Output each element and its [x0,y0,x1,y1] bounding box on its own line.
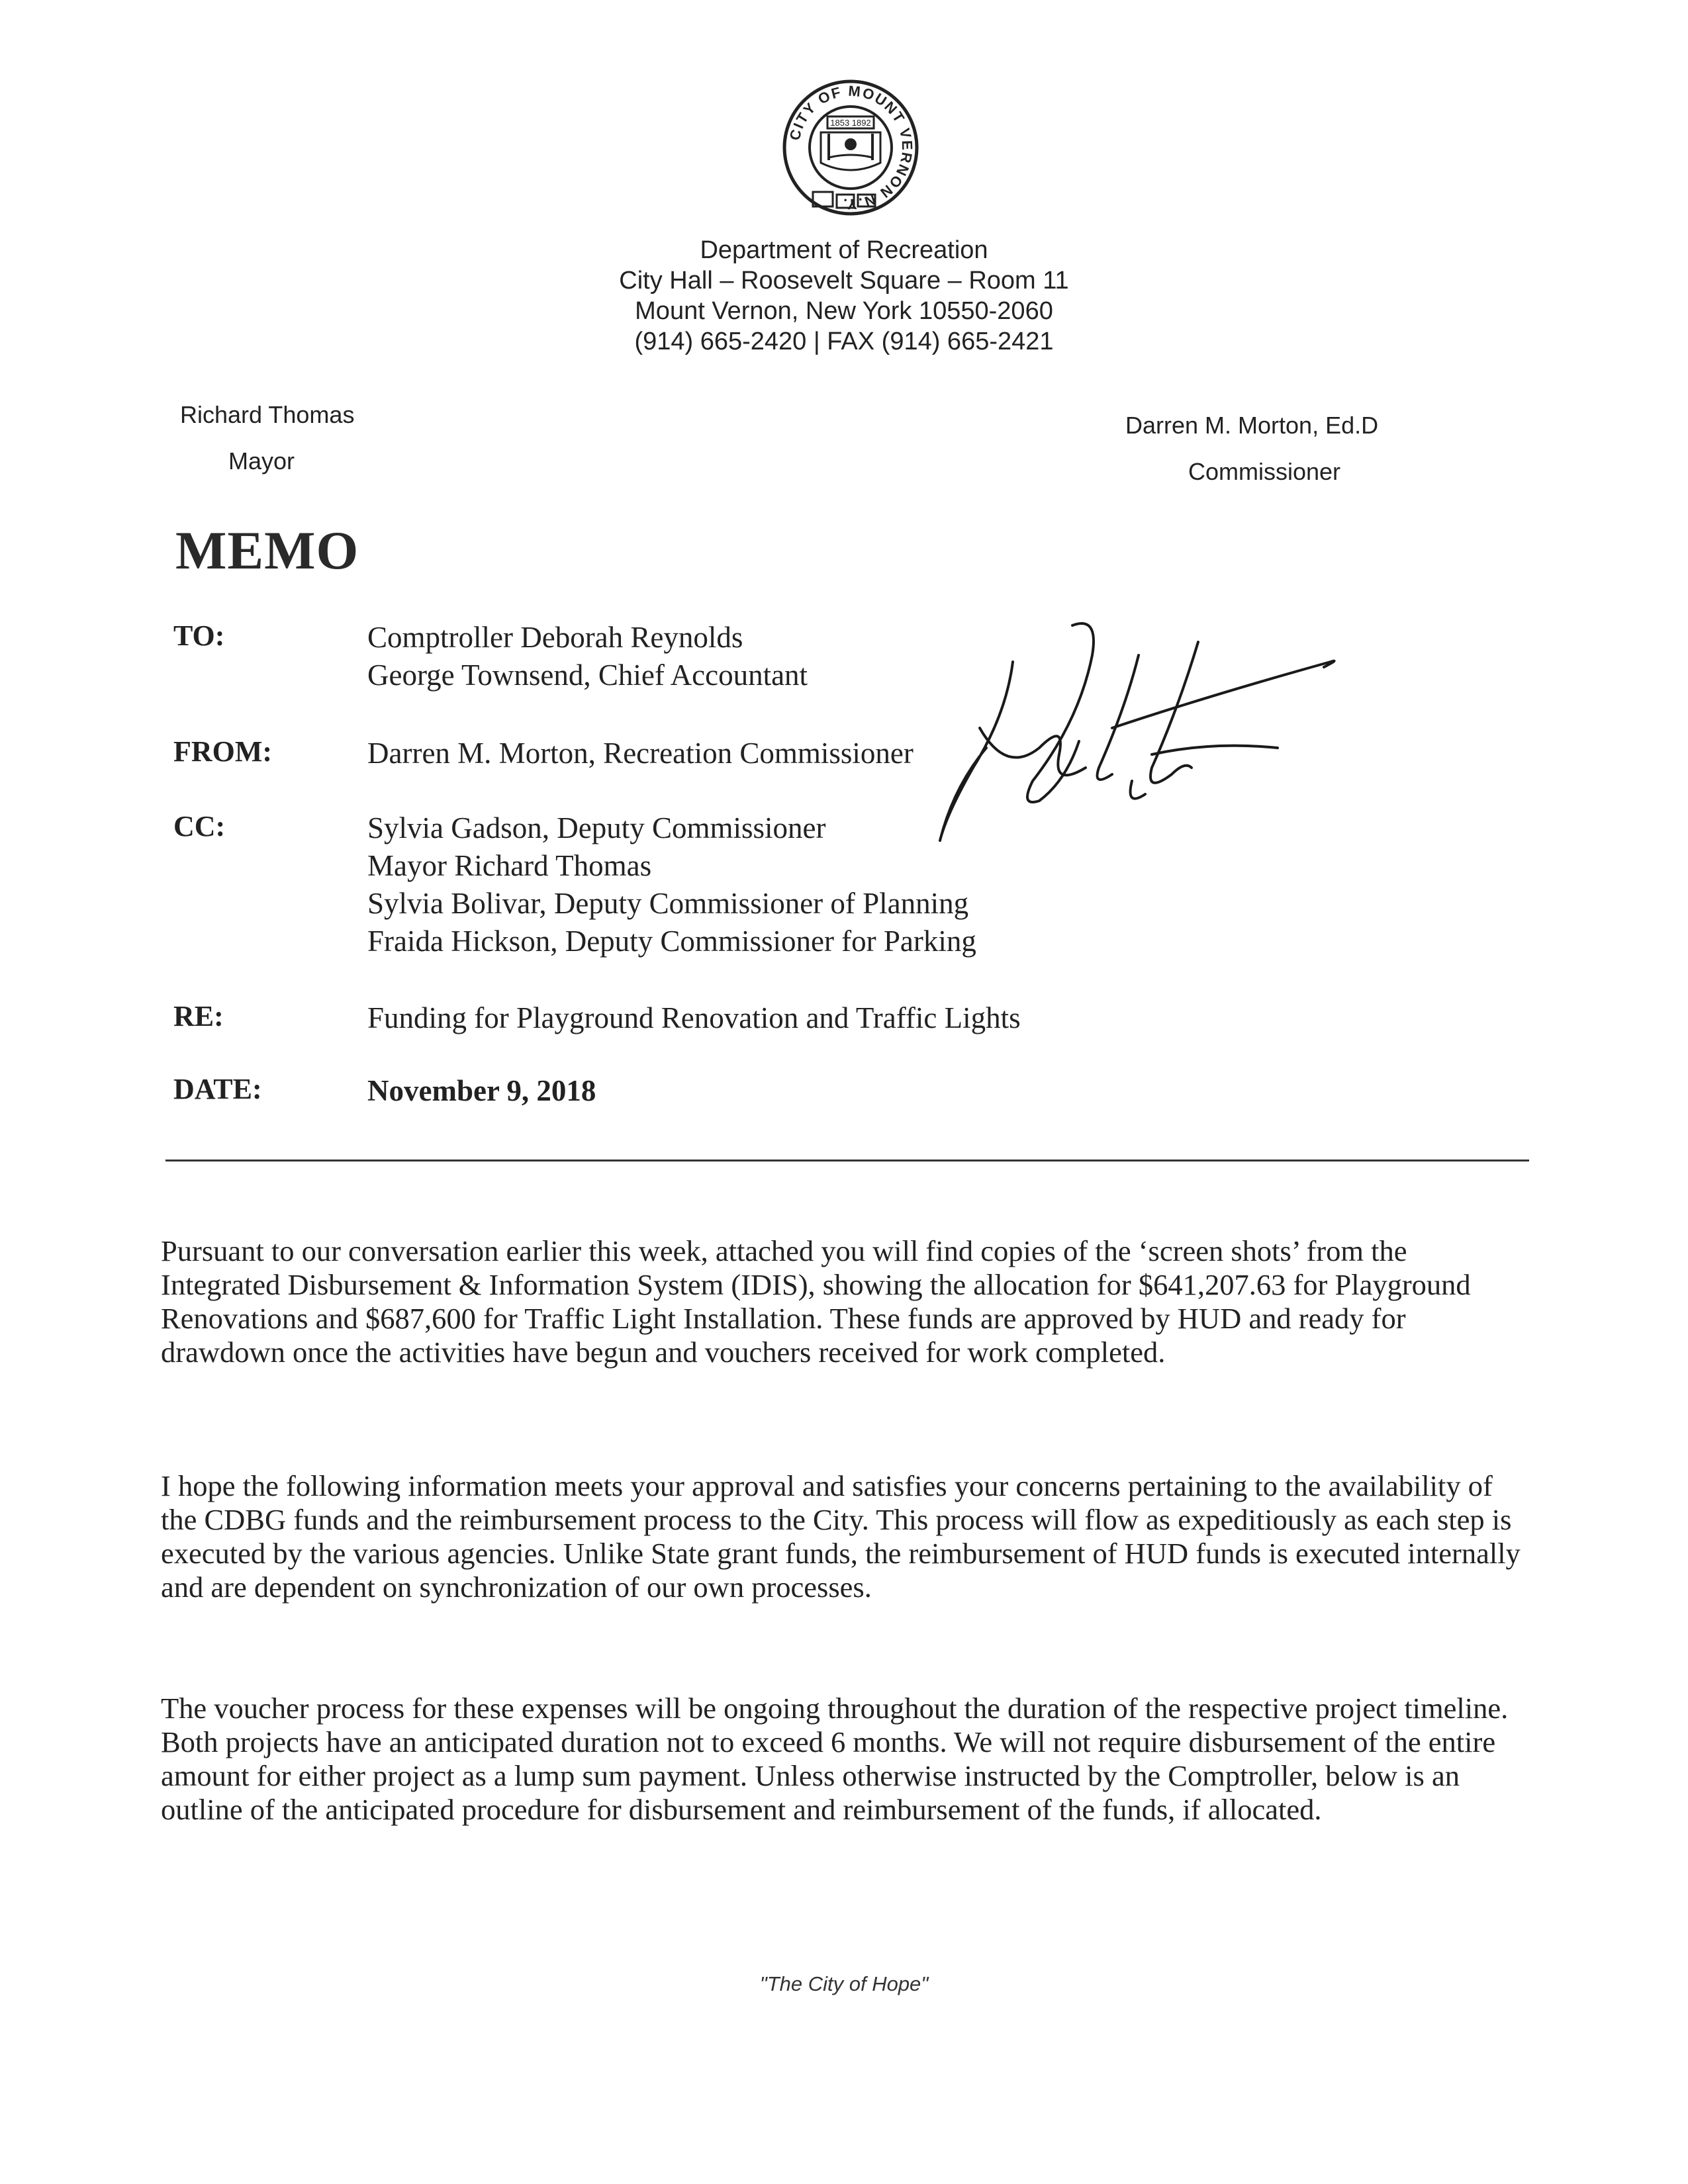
body-paragraph-3 [161,1692,1524,1827]
to-recipients [367,619,808,694]
city-seal-logo [781,78,920,217]
to-recipient: Comptroller Deborah Reynolds [367,621,743,654]
cc-recipient: Mayor Richard Thomas [367,849,652,882]
paragraph-text: I hope the following information meets your approval and satisfies your concerns pertaining to the availability of the CDBG funds and the reimbursement process to the City. This process will flow as expeditiously as each step is executed by the various agencies. Unlike State grant funds, the reimbursement of HUD funds is executed internally and are dependent on synchronization of our own processes. [161,1469,1521,1604]
mayor-name: Richard Thomas [180,401,355,428]
handwritten-signature [933,615,1357,867]
department-name: Department of Recreation [700,236,988,264]
to-label: TO: [173,619,225,652]
memo-date: November 9, 2018 [367,1074,596,1107]
address-line-1: City Hall – Roosevelt Square – Room 11 [619,267,1069,295]
cc-recipients [367,809,976,960]
commissioner-name: Darren M. Morton, Ed.D [1125,412,1379,439]
phone-fax: (914) 665-2420 | FAX (914) 665-2421 [634,328,1054,355]
paragraph-text: The voucher process for these expenses will be ongoing throughout the duration of the respective project timeline. Both projects have an anticipated duration not to exceed 6 months. We will not require disbursement of the entire amount for either project as a lump sum payment. Unless otherwise instructed by the Comptroller, below is an outline of the anticipated procedure for disbursement and reimbursement of the funds, if allocated. [161,1692,1509,1826]
date-label: DATE: [173,1073,262,1105]
commissioner-title: Commissioner [1188,458,1341,485]
re-subject: Funding for Playground Renovation and Traffic Lights [367,1001,1021,1034]
from-sender: Darren M. Morton, Recreation Commissioner [367,737,914,770]
address-line-2: Mount Vernon, New York 10550-2060 [635,297,1053,325]
re-label: RE: [173,1000,224,1032]
to-recipient: George Townsend, Chief Accountant [367,659,808,692]
cc-recipient: Sylvia Bolivar, Deputy Commissioner of Planning [367,887,969,920]
memo-title: MEMO [175,520,359,580]
from-label: FROM: [173,735,273,768]
svg-text:CITY OF MOUNT VERNON N.Y.: CITY OF MOUNT VERNON N.Y. [786,82,916,213]
cc-recipient: Fraida Hickson, Deputy Commissioner for Parking [367,925,976,958]
mayor-title: Mayor [228,447,295,475]
body-paragraph-2 [161,1469,1524,1604]
body-paragraph-1 [161,1234,1524,1369]
cc-recipient: Sylvia Gadson, Deputy Commissioner [367,811,826,844]
header-divider [165,1160,1529,1161]
footer-motto: "The City of Hope" [759,1972,929,1995]
paragraph-text: Pursuant to our conversation earlier this week, attached you will find copies of the ‘screen shots’ from the Integrated Disbursement & Information System (IDIS), showing the allocation for $641,207.63 for Playground Renovations and $687,600 for Traffic Light Installation. These funds are approved by HUD and ready for drawdown once the activities have begun and vouchers received for work completed. [161,1234,1471,1369]
letterhead [513,235,1175,357]
cc-label: CC: [173,810,226,842]
svg-text:1853 1892: 1853 1892 [830,118,871,128]
